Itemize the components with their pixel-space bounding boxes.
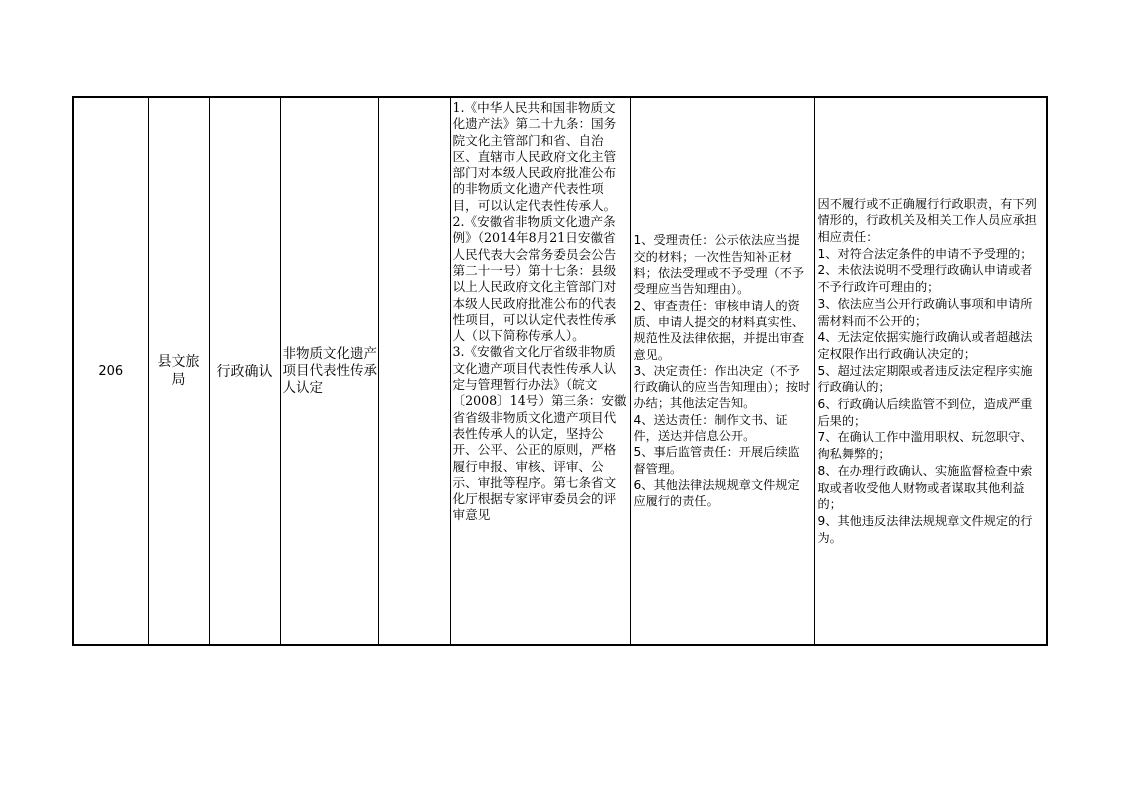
legal-basis-cell [450,97,630,645]
duties-cell [630,97,814,645]
row-number: 206 [98,363,124,379]
legal-basis-clip [451,98,630,644]
table-row [73,97,1047,645]
item-type: 行政确认 [216,364,273,380]
duties-text: 1、受理责任：公示依法应当提交的材料；一次性告知补正材料；依法受理或不予受理（不予受理应当告知理由）。 2、审查责任：审核申请人的资质、申请人提交的材料真实性、规范性及法律依据，并提出审查意见。 3、决定责任：作出决定（不予行政确认的应当告知理由）；按时办结；其他法定告知。 4、送达责任：制作文书、证件，送达并信息公开。 5、事后监管责任：开展后续监督管理。 6、其他法律法规规章文件规定应履行的责任。 [633,233,811,509]
item-name: 非物质文化遗产项目代表性传承人认定 [282,345,377,396]
department-name: 县文旅局 [157,354,200,388]
accountability-text: 因不履行或不正确履行行政职责，有下列情形的，行政机关及相关工作人员应承担相应责任： 1、对符合法定条件的申请不予受理的； 2、未依法说明不受理行政确认申请或者不予行政许可理由的； 3、依法应当公开行政确认事项和申请所需材料而不公开的； 4、无法定依据实施行政确认或者超越法定权限作出行政确认决定的； 5、超过法定期限或者违反法定程序实施行政确认的； 6、行政确认后续监管不到位，造成严重后果的； 7、在确认工作中滥用职权、玩忽职守、徇私舞弊的； 8、在办理行政确认、实施监督检查中索取或者收受他人财物或者谋取其他利益的； 9、其他违反法律法规规章文件规定的行为。 [817,196,1037,545]
item-type-cell [209,97,280,645]
legal-basis-text: 1.《中华人民共和国非物质文化遗产法》第二十九条：国务院文化主管部门和省、自治区、直辖市人民政府文化主管部门对本级人民政府批准公布的非物质文化遗产代表性项目，可以认定代表性传承人。 2.《安徽省非物质文化遗产条例》（2014年8月21日安徽省人民代表大会常务委员会公告第二十一号）第十七条：县级以上人民政府文化主管部门对本级人民政府批准公布的代表性项目，可以认定代表性传承人（以下简称传承人）。 3.《安徽省文化厅省级非物质文化遗产项目代表性传承人认定与管理暂行办法》（皖文〔2008〕14号）第三条：安徽省省级非物质文化遗产项目代表性传承人的认定，坚持公开、公平、公正的原则，严格履行申报、审核、评审、公示、审批等程序。第七条省文化厅根据专家评审委员会的评审意见 [452,100,627,523]
row-number-cell [73,97,148,645]
sub-item-cell [378,97,450,645]
power-list-table [72,96,1048,646]
department-cell [148,97,209,645]
accountability-cell [814,97,1047,645]
item-name-cell [280,97,378,645]
